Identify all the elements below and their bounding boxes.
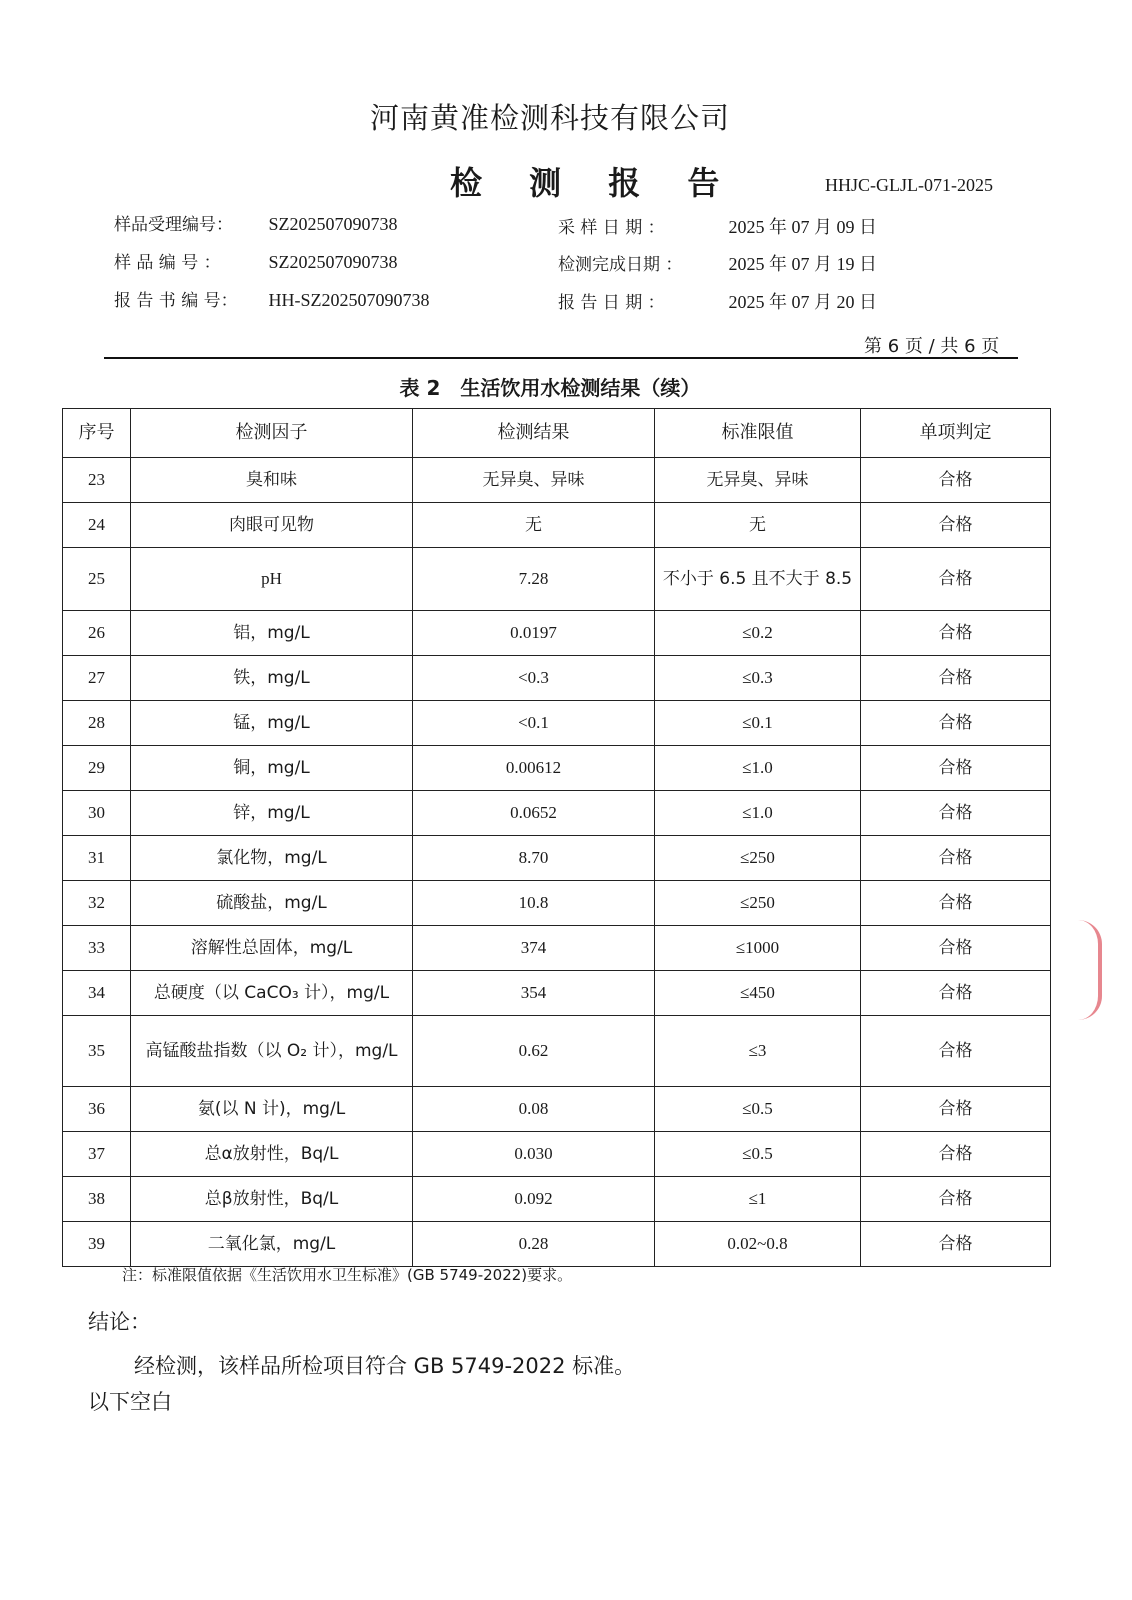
cell-limit: ≤0.5	[655, 1132, 861, 1177]
report-title: 检 测 报 告	[450, 164, 738, 202]
table-header-row	[63, 409, 1051, 458]
cell-verdict: 合格	[861, 791, 1051, 836]
cell-limit: ≤1	[655, 1177, 861, 1222]
cell-verdict: 合格	[861, 836, 1051, 881]
table-row	[63, 458, 1051, 503]
cell-factor: 二氧化氯，mg/L	[131, 1222, 413, 1267]
cell-factor: 锌，mg/L	[131, 791, 413, 836]
cell-verdict: 合格	[861, 701, 1051, 746]
cell-limit: ≤3	[655, 1016, 861, 1087]
cell-no: 28	[63, 701, 131, 746]
cell-no: 24	[63, 503, 131, 548]
cell-no: 23	[63, 458, 131, 503]
cell-verdict: 合格	[861, 926, 1051, 971]
cell-factor: 锰，mg/L	[131, 701, 413, 746]
conclusion-heading: 结论：	[88, 1310, 151, 1334]
cell-no: 34	[63, 971, 131, 1016]
cell-limit: ≤0.3	[655, 656, 861, 701]
cell-factor: 氨(以 N 计)，mg/L	[131, 1087, 413, 1132]
cell-no: 38	[63, 1177, 131, 1222]
meta-report-no	[114, 286, 430, 311]
cell-no: 36	[63, 1087, 131, 1132]
cell-verdict: 合格	[861, 971, 1051, 1016]
cell-factor: 溶解性总固体，mg/L	[131, 926, 413, 971]
cell-result: 0.28	[413, 1222, 655, 1267]
cell-no: 39	[63, 1222, 131, 1267]
cell-verdict: 合格	[861, 746, 1051, 791]
report-no-label: 报 告 书 编 号：	[114, 291, 238, 311]
table-footnote: 注：标准限值依据《生活饮用水卫生标准》(GB 5749-2022)要求。	[122, 1266, 573, 1284]
sampling-date-value: 2025 年 07 月 09 日	[728, 217, 877, 237]
sample-receipt-value: SZ202507090738	[268, 214, 398, 234]
cell-factor: 氯化物，mg/L	[131, 836, 413, 881]
cell-result: <0.3	[413, 656, 655, 701]
cell-limit: ≤450	[655, 971, 861, 1016]
table-row	[63, 503, 1051, 548]
meta-sample-no	[114, 248, 398, 273]
results-table	[62, 408, 1051, 1267]
cell-limit: 0.02~0.8	[655, 1222, 861, 1267]
cell-factor: 肉眼可见物	[131, 503, 413, 548]
test-done-label: 检测完成日期 ：	[558, 255, 683, 275]
cell-factor: 硫酸盐，mg/L	[131, 881, 413, 926]
cell-verdict: 合格	[861, 503, 1051, 548]
report-date-label: 报 告 日 期 ：	[558, 293, 665, 313]
cell-limit: ≤250	[655, 836, 861, 881]
cell-verdict: 合格	[861, 656, 1051, 701]
table-row	[63, 548, 1051, 611]
sample-receipt-label: 样品受理编号：	[114, 215, 233, 235]
col-header-no: 序号	[63, 409, 131, 458]
cell-verdict: 合格	[861, 881, 1051, 926]
table-row	[63, 791, 1051, 836]
report-no-value: HH-SZ202507090738	[268, 290, 430, 310]
cell-result: 无	[413, 503, 655, 548]
cell-factor: 总硬度（以 CaCO₃ 计），mg/L	[131, 971, 413, 1016]
cell-verdict: 合格	[861, 1132, 1051, 1177]
col-header-factor: 检测因子	[131, 409, 413, 458]
cell-verdict: 合格	[861, 458, 1051, 503]
cell-result: 7.28	[413, 548, 655, 611]
seal-stamp-edge	[1078, 920, 1102, 1020]
sample-no-label: 样 品 编 号 ：	[114, 253, 221, 273]
conclusion-text: 经检测，该样品所检项目符合 GB 5749-2022 标准。	[134, 1354, 636, 1378]
cell-result: 0.030	[413, 1132, 655, 1177]
cell-no: 30	[63, 791, 131, 836]
report-date-value: 2025 年 07 月 20 日	[728, 292, 877, 312]
cell-factor: 铜，mg/L	[131, 746, 413, 791]
cell-result: 0.62	[413, 1016, 655, 1087]
cell-limit: ≤250	[655, 881, 861, 926]
table-row	[63, 1087, 1051, 1132]
col-header-result: 检测结果	[413, 409, 655, 458]
cell-limit: ≤0.5	[655, 1087, 861, 1132]
meta-sample-receipt	[114, 210, 398, 235]
cell-no: 31	[63, 836, 131, 881]
cell-limit: ≤0.2	[655, 611, 861, 656]
cell-result: 10.8	[413, 881, 655, 926]
sampling-date-label: 采 样 日 期 ：	[558, 218, 665, 238]
cell-factor: 臭和味	[131, 458, 413, 503]
cell-result: 无异臭、异味	[413, 458, 655, 503]
cell-limit: 不小于 6.5 且不大于 8.5	[655, 548, 861, 611]
table-row	[63, 926, 1051, 971]
cell-result: 8.70	[413, 836, 655, 881]
table-row	[63, 1016, 1051, 1087]
cell-result: <0.1	[413, 701, 655, 746]
cell-result: 0.00612	[413, 746, 655, 791]
cell-factor: pH	[131, 548, 413, 611]
table-row	[63, 656, 1051, 701]
cell-verdict: 合格	[861, 1016, 1051, 1087]
cell-no: 27	[63, 656, 131, 701]
cell-limit: ≤1.0	[655, 746, 861, 791]
table-row	[63, 611, 1051, 656]
meta-test-done-date	[558, 250, 877, 276]
cell-no: 37	[63, 1132, 131, 1177]
table-row	[63, 701, 1051, 746]
table-row	[63, 1177, 1051, 1222]
cell-no: 26	[63, 611, 131, 656]
table-row	[63, 1132, 1051, 1177]
col-header-verdict: 单项判定	[861, 409, 1051, 458]
report-code: HHJC-GLJL-071-2025	[825, 175, 993, 195]
cell-limit: ≤1000	[655, 926, 861, 971]
cell-verdict: 合格	[861, 1177, 1051, 1222]
table-row	[63, 1222, 1051, 1267]
table-row	[63, 836, 1051, 881]
cell-result: 0.0197	[413, 611, 655, 656]
cell-result: 354	[413, 971, 655, 1016]
meta-sampling-date	[558, 213, 877, 239]
header-divider	[104, 357, 1018, 359]
cell-no: 29	[63, 746, 131, 791]
blank-below-mark: 以下空白	[88, 1390, 172, 1414]
cell-result: 0.08	[413, 1087, 655, 1132]
table-row	[63, 746, 1051, 791]
table-row	[63, 881, 1051, 926]
meta-report-date	[558, 288, 877, 314]
cell-no: 33	[63, 926, 131, 971]
col-header-limit: 标准限值	[655, 409, 861, 458]
cell-verdict: 合格	[861, 548, 1051, 611]
test-done-value: 2025 年 07 月 19 日	[728, 254, 877, 274]
sample-no-value: SZ202507090738	[268, 252, 398, 272]
cell-no: 25	[63, 548, 131, 611]
cell-factor: 总α放射性，Bq/L	[131, 1132, 413, 1177]
cell-limit: ≤1.0	[655, 791, 861, 836]
cell-factor: 高锰酸盐指数（以 O₂ 计），mg/L	[131, 1016, 413, 1087]
cell-factor: 总β放射性，Bq/L	[131, 1177, 413, 1222]
cell-result: 0.092	[413, 1177, 655, 1222]
table-row	[63, 971, 1051, 1016]
cell-result: 0.0652	[413, 791, 655, 836]
company-name: 河南黄准检测科技有限公司	[369, 101, 730, 135]
cell-limit: 无异臭、异味	[655, 458, 861, 503]
cell-result: 374	[413, 926, 655, 971]
cell-limit: 无	[655, 503, 861, 548]
cell-limit: ≤0.1	[655, 701, 861, 746]
cell-no: 35	[63, 1016, 131, 1087]
cell-verdict: 合格	[861, 1222, 1051, 1267]
cell-factor: 铁，mg/L	[131, 656, 413, 701]
cell-no: 32	[63, 881, 131, 926]
cell-factor: 铝，mg/L	[131, 611, 413, 656]
cell-verdict: 合格	[861, 611, 1051, 656]
page-indicator: 第 6 页 / 共 6 页	[864, 336, 1000, 357]
table-title: 表 2 生活饮用水检测结果（续）	[399, 376, 701, 400]
cell-verdict: 合格	[861, 1087, 1051, 1132]
